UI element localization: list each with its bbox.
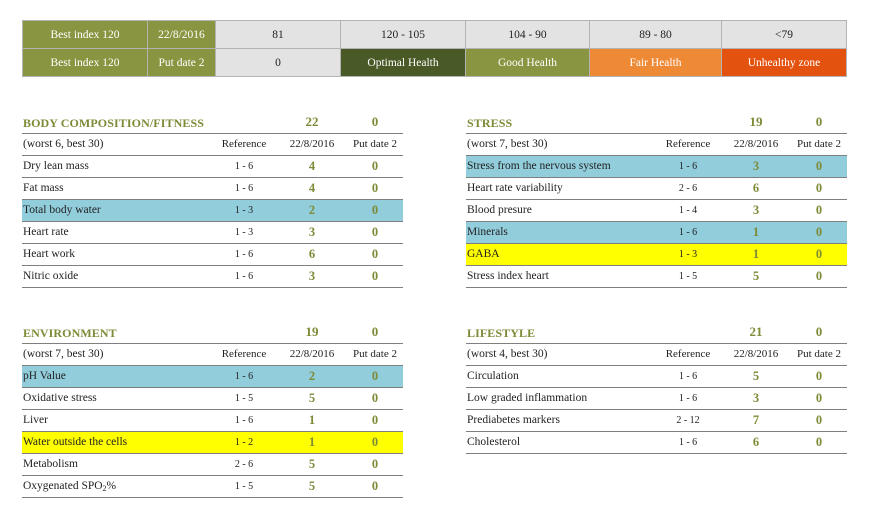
reference-column-header: Reference	[665, 348, 711, 360]
metric-name-text: Fat mass	[23, 182, 64, 194]
metric-value-date1: 2	[308, 369, 316, 383]
metric-name	[467, 270, 549, 282]
metric-reference: 1 - 3	[234, 205, 254, 216]
category-fair-health: Fair Health	[590, 49, 722, 77]
metric-name	[467, 160, 611, 172]
metric-value-date2: 0	[371, 181, 379, 195]
metric-value-date2: 0	[371, 435, 379, 449]
date2-column-header: Put date 2	[353, 138, 397, 150]
score-range-note: (worst 7, best 30)	[23, 348, 104, 360]
date1-column-header: 22/8/2016	[289, 138, 335, 150]
section-title: STRESS	[467, 116, 513, 130]
table-row	[466, 199, 847, 221]
section-score-date2: 0	[815, 114, 823, 129]
legend-label: Best index 120	[23, 21, 148, 49]
metric-name	[23, 226, 69, 238]
score-range-note: (worst 7, best 30)	[467, 138, 548, 150]
section-subheader	[22, 343, 403, 365]
section-score-date1: 19	[749, 114, 763, 129]
section-subheader	[466, 133, 847, 155]
date1-column-header: 22/8/2016	[289, 348, 335, 360]
table-row	[22, 265, 403, 288]
table-row	[22, 475, 403, 498]
metric-value-date1: 5	[752, 369, 760, 383]
reference-column-header: Reference	[221, 348, 267, 360]
section-stress	[466, 111, 847, 288]
metric-name-text: Heart rate	[23, 226, 69, 238]
metric-name-text: Heart work	[23, 248, 76, 260]
table-row	[22, 155, 403, 177]
metric-name-suffix: %	[106, 480, 117, 492]
section-header	[466, 321, 847, 343]
table-row	[22, 177, 403, 199]
metric-value-date1: 1	[752, 247, 760, 261]
metric-reference: 1 - 2	[234, 437, 254, 448]
metric-name	[23, 480, 116, 493]
legend-date: Put date 2	[148, 49, 216, 77]
date2-column-header: Put date 2	[797, 348, 841, 360]
metric-value-date2: 0	[371, 457, 379, 471]
metric-name	[467, 414, 560, 426]
metric-name-text: Circulation	[467, 370, 519, 382]
metric-value-date2: 0	[371, 479, 379, 493]
legend-date: 22/8/2016	[148, 21, 216, 49]
category-good-health: Good Health	[466, 49, 590, 77]
legend-row-current	[23, 21, 847, 49]
metric-value-date1: 3	[752, 203, 760, 217]
metric-reference: 1 - 3	[234, 227, 254, 238]
table-row	[22, 221, 403, 243]
metric-value-date1: 3	[308, 225, 316, 239]
metric-name-text: GABA	[467, 248, 500, 260]
metric-name	[467, 182, 563, 194]
metric-name	[467, 204, 532, 216]
metric-reference: 1 - 6	[234, 161, 254, 172]
score-range-note: (worst 6, best 30)	[23, 138, 104, 150]
section-header	[22, 321, 403, 343]
metric-reference: 1 - 6	[678, 161, 698, 172]
metric-reference: 1 - 6	[234, 183, 254, 194]
metric-name-text: Low graded inflammation	[467, 392, 588, 404]
metric-name	[23, 436, 127, 448]
metric-name-text: Total body water	[23, 204, 101, 216]
table-row	[22, 387, 403, 409]
legend-score: 81	[216, 21, 341, 49]
metric-value-date2: 0	[371, 159, 379, 173]
metric-value-date1: 6	[752, 435, 760, 449]
metric-value-date2: 0	[371, 203, 379, 217]
metric-name-text: Water outside the cells	[23, 436, 128, 448]
table-row	[466, 265, 847, 288]
category-unhealthy-zone: Unhealthy zone	[722, 49, 847, 77]
metric-name-text: Blood presure	[467, 204, 532, 216]
reference-column-header: Reference	[221, 138, 267, 150]
metric-reference: 1 - 6	[678, 371, 698, 382]
section-header	[22, 111, 403, 133]
metric-reference: 1 - 6	[678, 393, 698, 404]
date2-column-header: Put date 2	[353, 348, 397, 360]
table-row	[466, 431, 847, 454]
metric-name	[23, 182, 64, 194]
metric-name	[23, 458, 78, 470]
section-score-date2: 0	[815, 324, 823, 339]
metric-value-date2: 0	[371, 369, 379, 383]
metric-reference: 1 - 5	[234, 393, 254, 404]
section-header	[466, 111, 847, 133]
table-row	[466, 387, 847, 409]
section-environment	[22, 321, 403, 498]
date1-column-header: 22/8/2016	[733, 138, 779, 150]
metric-reference: 2 - 6	[678, 183, 698, 194]
metric-value-date2: 0	[815, 203, 823, 217]
metric-value-date1: 7	[752, 413, 760, 427]
metric-value-date2: 0	[815, 435, 823, 449]
metric-reference: 1 - 4	[678, 205, 698, 216]
metric-value-date2: 0	[815, 181, 823, 195]
metric-value-date2: 0	[815, 225, 823, 239]
metric-value-date2: 0	[371, 391, 379, 405]
metric-value-date2: 0	[815, 269, 823, 283]
table-row	[466, 243, 847, 265]
table-row	[22, 199, 403, 221]
metric-value-date1: 5	[752, 269, 760, 283]
metric-value-date1: 6	[752, 181, 760, 195]
table-row	[466, 409, 847, 431]
metric-reference: 1 - 6	[234, 249, 254, 260]
metric-name-text: pH Value	[23, 370, 66, 382]
table-row	[466, 365, 847, 387]
metric-value-date2: 0	[371, 413, 379, 427]
metric-value-date1: 4	[308, 181, 316, 195]
category-optimal-health: Optimal Health	[341, 49, 466, 77]
metric-name-subscript: 2	[102, 484, 107, 493]
legend-range-unhealthy: <79	[722, 21, 847, 49]
section-score-date2: 0	[371, 114, 379, 129]
reference-column-header: Reference	[665, 138, 711, 150]
legend-score: 0	[216, 49, 341, 77]
metric-reference: 1 - 5	[234, 481, 254, 492]
metric-value-date2: 0	[815, 413, 823, 427]
table-row	[22, 365, 403, 387]
metric-name	[23, 204, 101, 216]
metric-value-date1: 3	[752, 391, 760, 405]
section-body-composition	[22, 111, 403, 288]
section-score-date2: 0	[371, 324, 379, 339]
metric-value-date2: 0	[815, 159, 823, 173]
section-score-date1: 21	[749, 324, 763, 339]
metric-name-text: Stress index heart	[467, 270, 549, 282]
legend-row-categories	[23, 49, 847, 77]
table-row	[22, 243, 403, 265]
metric-name	[467, 392, 587, 404]
metric-name	[467, 226, 508, 238]
metric-name	[467, 370, 519, 382]
metric-name	[23, 414, 48, 426]
metric-name	[23, 270, 78, 282]
section-score-date1: 22	[305, 114, 319, 129]
legend-range-optimal: 120 - 105	[341, 21, 466, 49]
table-row	[466, 221, 847, 243]
section-title: LIFESTYLE	[467, 326, 536, 340]
metric-value-date1: 1	[752, 225, 760, 239]
metric-name-text: Stress from the nervous system	[467, 160, 611, 172]
metric-name-text: Heart rate variability	[467, 182, 563, 194]
table-row	[466, 177, 847, 199]
section-subheader	[22, 133, 403, 155]
section-lifestyle	[466, 321, 847, 454]
metric-name	[467, 248, 500, 260]
metric-value-date2: 0	[371, 269, 379, 283]
metric-name-text: Prediabetes markers	[467, 414, 560, 426]
metric-name-text: Oxygenated SPO	[23, 480, 103, 492]
metric-reference: 1 - 5	[678, 271, 698, 282]
metric-value-date1: 1	[308, 435, 316, 449]
metric-name-text: Liver	[23, 414, 48, 426]
metric-reference: 2 - 6	[234, 459, 254, 470]
table-row	[22, 453, 403, 475]
section-subheader	[466, 343, 847, 365]
metric-value-date1: 3	[752, 159, 760, 173]
table-row	[22, 431, 403, 453]
metric-value-date1: 5	[308, 479, 316, 493]
table-row	[22, 409, 403, 431]
metric-name	[23, 392, 97, 404]
metric-name-text: Nitric oxide	[23, 270, 79, 282]
metric-value-date1: 1	[308, 413, 316, 427]
metric-name	[23, 160, 89, 172]
date2-column-header: Put date 2	[797, 138, 841, 150]
metric-reference: 1 - 6	[234, 271, 254, 282]
metric-value-date2: 0	[815, 369, 823, 383]
legend-label: Best index 120	[23, 49, 148, 77]
legend-range-fair: 89 - 80	[590, 21, 722, 49]
health-index-legend	[22, 20, 847, 77]
metric-name	[23, 248, 75, 260]
metric-value-date1: 5	[308, 391, 316, 405]
metric-reference: 1 - 6	[678, 437, 698, 448]
metric-value-date1: 3	[308, 269, 316, 283]
metric-name-text: Dry lean mass	[23, 160, 89, 172]
metric-reference: 1 - 6	[678, 227, 698, 238]
metric-reference: 2 - 12	[676, 415, 700, 426]
metric-value-date1: 2	[308, 203, 316, 217]
metric-value-date1: 6	[308, 247, 316, 261]
section-title: ENVIRONMENT	[23, 326, 117, 340]
metric-value-date1: 5	[308, 457, 316, 471]
metric-reference: 1 - 6	[234, 415, 254, 426]
metric-value-date2: 0	[371, 247, 379, 261]
metric-name-text: Metabolism	[23, 458, 78, 470]
metric-reference: 1 - 3	[678, 249, 698, 260]
metric-name-text: Oxidative stress	[23, 392, 97, 404]
metric-name-text: Cholesterol	[467, 436, 521, 448]
metric-value-date2: 0	[815, 391, 823, 405]
section-score-date1: 19	[305, 324, 319, 339]
metric-value-date2: 0	[815, 247, 823, 261]
date1-column-header: 22/8/2016	[733, 348, 779, 360]
metric-reference: 1 - 6	[234, 371, 254, 382]
metric-name	[467, 436, 520, 448]
metric-value-date1: 4	[308, 159, 316, 173]
metric-value-date2: 0	[371, 225, 379, 239]
score-range-note: (worst 4, best 30)	[467, 348, 548, 360]
section-title: BODY COMPOSITION/FITNESS	[23, 116, 204, 130]
metric-name-text: Minerals	[467, 226, 508, 238]
metric-name	[23, 370, 66, 382]
table-row	[466, 155, 847, 177]
legend-range-good: 104 - 90	[466, 21, 590, 49]
